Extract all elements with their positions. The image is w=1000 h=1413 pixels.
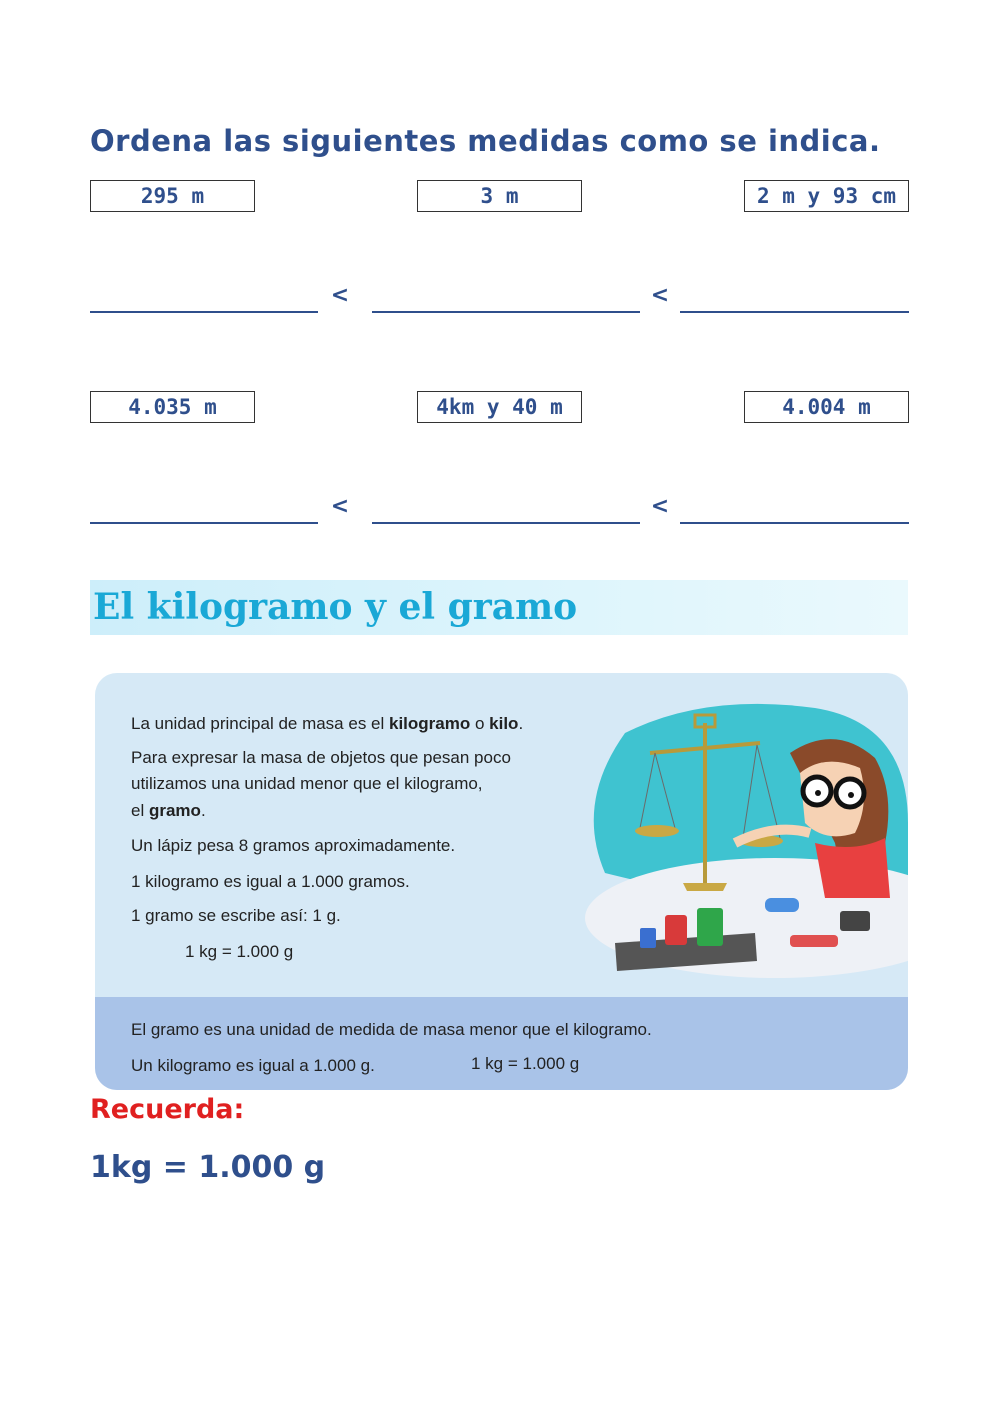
answer-blank[interactable]	[372, 496, 640, 524]
measure-box: 2 m y 93 cm	[744, 180, 909, 212]
info-formula: 1 kg = 1.000 g	[185, 942, 294, 961]
less-than-sign: <	[650, 283, 670, 308]
info-line: 1 kilogramo es igual a 1.000 gramos.	[131, 872, 410, 891]
recuerda-label: Recuerda:	[90, 1094, 245, 1125]
info-line: Para expresar la masa de objetos que pesan poco	[131, 748, 511, 767]
measure-box: 3 m	[417, 180, 582, 212]
sharpener	[840, 911, 870, 931]
recuerda-formula: 1kg = 1.000 g	[90, 1150, 326, 1185]
measure-box: 4.004 m	[744, 391, 909, 423]
summary-line: Un kilogramo es igual a 1.000 g.	[131, 1056, 375, 1075]
exercise-title: Ordena las siguientes medidas como se indica.	[90, 124, 881, 158]
measure-box: 295 m	[90, 180, 255, 212]
eraser	[765, 898, 799, 912]
answer-blank[interactable]	[90, 496, 318, 524]
info-line: utilizamos una unidad menor que el kilogramo,	[131, 774, 483, 793]
summary-formula: 1 kg = 1.000 g	[471, 1054, 580, 1073]
section-title: El kilogramo y el gramo	[93, 586, 578, 628]
less-than-sign: <	[330, 494, 350, 519]
answer-blank[interactable]	[680, 285, 909, 313]
answer-blank[interactable]	[680, 496, 909, 524]
info-line: Un lápiz pesa 8 gramos aproximadamente.	[131, 836, 456, 855]
measure-box: 4.035 m	[90, 391, 255, 423]
glue-stick	[790, 935, 838, 947]
info-line: el gramo.	[131, 801, 206, 820]
info-card	[95, 673, 908, 1090]
less-than-sign: <	[330, 283, 350, 308]
answer-blank[interactable]	[90, 285, 318, 313]
measure-box: 4km y 40 m	[417, 391, 582, 423]
less-than-sign: <	[650, 494, 670, 519]
info-line: La unidad principal de masa es el kilogramo o kilo.	[131, 714, 524, 733]
info-line: 1 gramo se escribe así: 1 g.	[131, 906, 341, 925]
answer-blank[interactable]	[372, 285, 640, 313]
summary-line: El gramo es una unidad de medida de masa menor que el kilogramo.	[131, 1020, 652, 1039]
balance-scale-illustration	[585, 703, 908, 983]
